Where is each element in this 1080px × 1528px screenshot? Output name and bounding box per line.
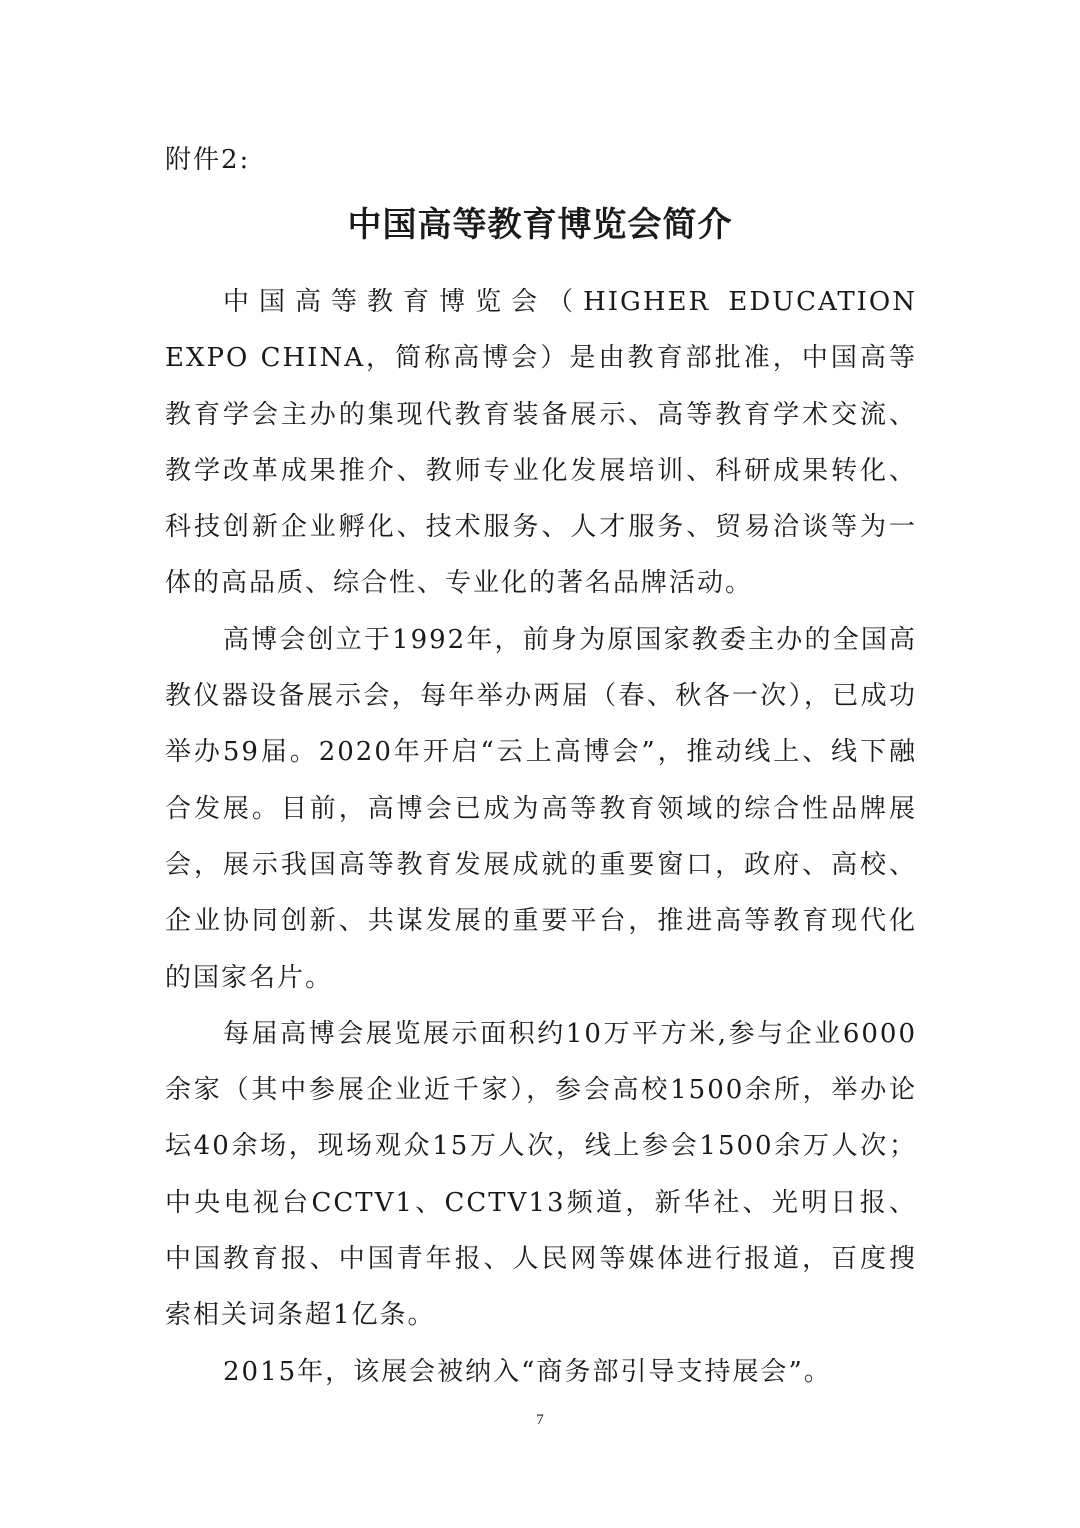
attachment-label: 附件2: <box>165 145 251 175</box>
document-title: 中国高等教育博览会简介 <box>347 205 733 245</box>
paragraph-history: 高博会创立于1992年，前身为原国家教委主办的全国高教仪器设备展示会，每年举办两届（春、秋各一次），已成功举办59届。2020年开启“云上高博会”，推动线上、线下融合发展。目前，高博会已成为高等教育领域的综合性品牌展会，展示我国高等教育发展成就的重要窗口，政府、高校、企业协同创新、共谋发展的重要平台，推进高等教育现代化的国家名片。 <box>165 624 917 993</box>
paragraph-intro: 中国高等教育博览会（HIGHER EDUCATION EXPO CHINA，简称高博会）是由教育部批准，中国高等教育学会主办的集现代教育装备展示、高等教育学术交流、教学改革成果推介、教师专业化发展培训、科研成果转化、科技创新企业孵化、技术服务、人才服务、贸易洽谈等为一体的高品质、综合性、专业化的著名品牌活动。 <box>165 287 917 599</box>
body-text <box>165 274 917 1400</box>
page-number: 7 <box>536 1412 544 1428</box>
paragraph-scale: 每届高博会展览展示面积约10万平方米,参与企业6000余家（其中参展企业近千家），参会高校1500余所，举办论坛40余场，现场观众15万人次，线上参会1500余万人次；中央电视台CCTV1、CCTV13频道，新华社、光明日报、中国教育报、中国青年报、人民网等媒体进行报道，百度搜索相关词条超1亿条。 <box>165 1018 917 1331</box>
paragraph-recognition: 2015年，该展会被纳入“商务部引导支持展会”。 <box>223 1356 832 1387</box>
